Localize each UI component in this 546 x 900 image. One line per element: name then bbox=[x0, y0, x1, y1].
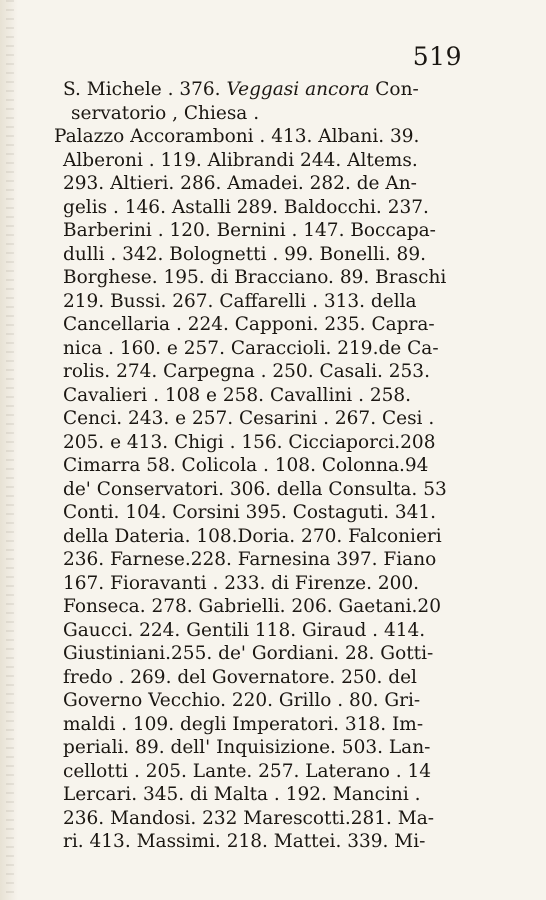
index-line: 236. Farnese.228. Farnesina 397. Fiano bbox=[63, 549, 437, 570]
see-also-italic: Veggasi ancora bbox=[226, 79, 370, 100]
index-line: 293. Altieri. 286. Amadei. 282. de An- bbox=[63, 173, 417, 194]
index-line: Borghese. 195. di Bracciano. 89. Braschi bbox=[63, 267, 447, 288]
index-line: maldi . 109. degli Imperatori. 318. Im- bbox=[63, 713, 424, 735]
index-line: nica . 160. e 257. Caraccioli. 219.de Ca- bbox=[63, 337, 439, 359]
page-gutter bbox=[0, 0, 18, 900]
index-line: rolis. 274. Carpegna . 250. Casali. 253. bbox=[63, 361, 430, 382]
index-line: 167. Fioravanti . 233. di Firenze. 200. bbox=[63, 572, 420, 594]
index-line: 219. Bussi. 267. Caffarelli . 313. della bbox=[63, 290, 417, 312]
index-line: della Dateria. 108.Doria. 270. Falconieri bbox=[63, 525, 442, 547]
index-line: ri. 413. Massimi. 218. Mattei. 339. Mi- bbox=[63, 831, 426, 852]
index-line: 205. e 413. Chigi . 156. Cicciaporci.208 bbox=[63, 431, 436, 453]
index-line: fredo . 269. del Governatore. 250. del bbox=[63, 666, 417, 688]
entry-head-palazzo: Palazzo Accoramboni . 413. Albani. 39. bbox=[54, 126, 420, 147]
index-line: dulli . 342. Bolognetti . 99. Bonelli. 89. bbox=[63, 243, 426, 265]
index-line: periali. 89. dell' Inquisizione. 503. Lan- bbox=[63, 737, 431, 758]
index-line: gelis . 146. Astalli 289. Baldocchi. 237. bbox=[63, 196, 429, 218]
page-number: 519 bbox=[412, 42, 462, 71]
index-text bbox=[54, 78, 451, 854]
index-line: de' Conservatori. 306. della Consulta. 53 bbox=[63, 478, 447, 500]
index-line: Cenci. 243. e 257. Cesarini . 267. Cesi . bbox=[63, 408, 435, 429]
index-line: Cancellaria . 224. Capponi. 235. Capra- bbox=[63, 314, 435, 335]
index-line: Conti. 104. Corsini 395. Costaguti. 341. bbox=[63, 502, 437, 523]
index-line: Fonseca. 278. Gabrielli. 206. Gaetani.20 bbox=[63, 596, 441, 617]
index-line bbox=[63, 78, 451, 102]
index-line: Cimarra 58. Colicola . 108. Colonna.94 bbox=[63, 455, 429, 476]
index-line: cellotti . 205. Lante. 257. Laterano . 14 bbox=[63, 760, 432, 782]
index-line: Barberini . 120. Bernini . 147. Boccapa- bbox=[63, 220, 436, 241]
index-line: servatorio , Chiesa . bbox=[71, 102, 260, 124]
index-line: Governo Vecchio. 220. Grillo . 80. Gri- bbox=[63, 690, 421, 711]
index-line: Giustiniani.255. de' Gordiani. 28. Gotti- bbox=[63, 643, 434, 664]
index-line: Lercari. 345. di Malta . 192. Mancini . bbox=[63, 784, 421, 805]
index-line: Cavalieri . 108 e 258. Cavallini . 258. bbox=[63, 384, 412, 406]
binding-marks bbox=[6, 0, 14, 900]
index-line: Gaucci. 224. Gentili 118. Giraud . 414. bbox=[63, 619, 426, 641]
entry-head-michele: S. Michele . 376. Veggasi ancora Con- bbox=[63, 79, 419, 100]
index-line: 236. Mandosi. 232 Marescotti.281. Ma- bbox=[63, 807, 435, 829]
index-line: Alberoni . 119. Alibrandi 244. Altems. bbox=[63, 149, 418, 171]
